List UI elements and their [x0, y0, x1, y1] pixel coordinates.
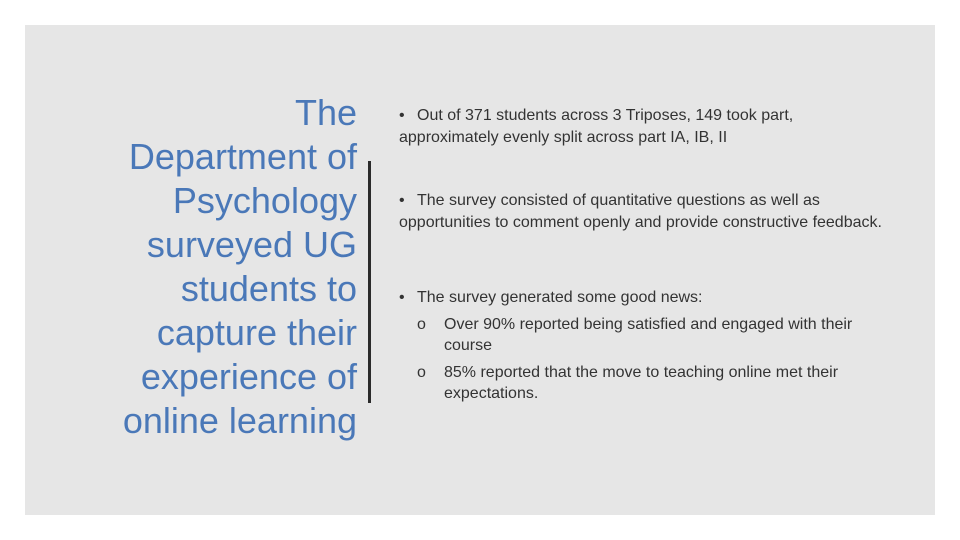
bullet-item: [399, 105, 889, 148]
bullet-text: The survey consisted of quantitative questions as well as opportunities to comment openly and provide constructive feedback.: [399, 192, 882, 231]
bullet-item: [399, 190, 889, 233]
bullet-marker: •: [399, 107, 405, 124]
sub-bullet-marker: o: [417, 363, 426, 381]
sub-bullet-item: [399, 362, 889, 405]
bullet-text: Out of 371 students across 3 Triposes, 149 took part, approximately evenly split across part IA, IB, II: [399, 107, 794, 146]
bullet-marker: •: [399, 192, 405, 209]
vertical-divider: [368, 161, 371, 403]
sub-bullet-marker: o: [417, 315, 426, 333]
slide: [25, 25, 935, 515]
sub-bullet-item: [399, 314, 889, 357]
sub-bullet-text: Over 90% reported being satisfied and engaged with their course: [444, 315, 853, 354]
bullet-item: [399, 287, 889, 405]
bullet-text: The survey generated some good news:: [417, 289, 703, 306]
bullet-marker: •: [399, 289, 405, 306]
sub-bullet-text: 85% reported that the move to teaching online met their expectations.: [444, 363, 839, 402]
slide-title: The Department of Psychology surveyed UG students to capture their experience of online learning: [122, 92, 357, 441]
